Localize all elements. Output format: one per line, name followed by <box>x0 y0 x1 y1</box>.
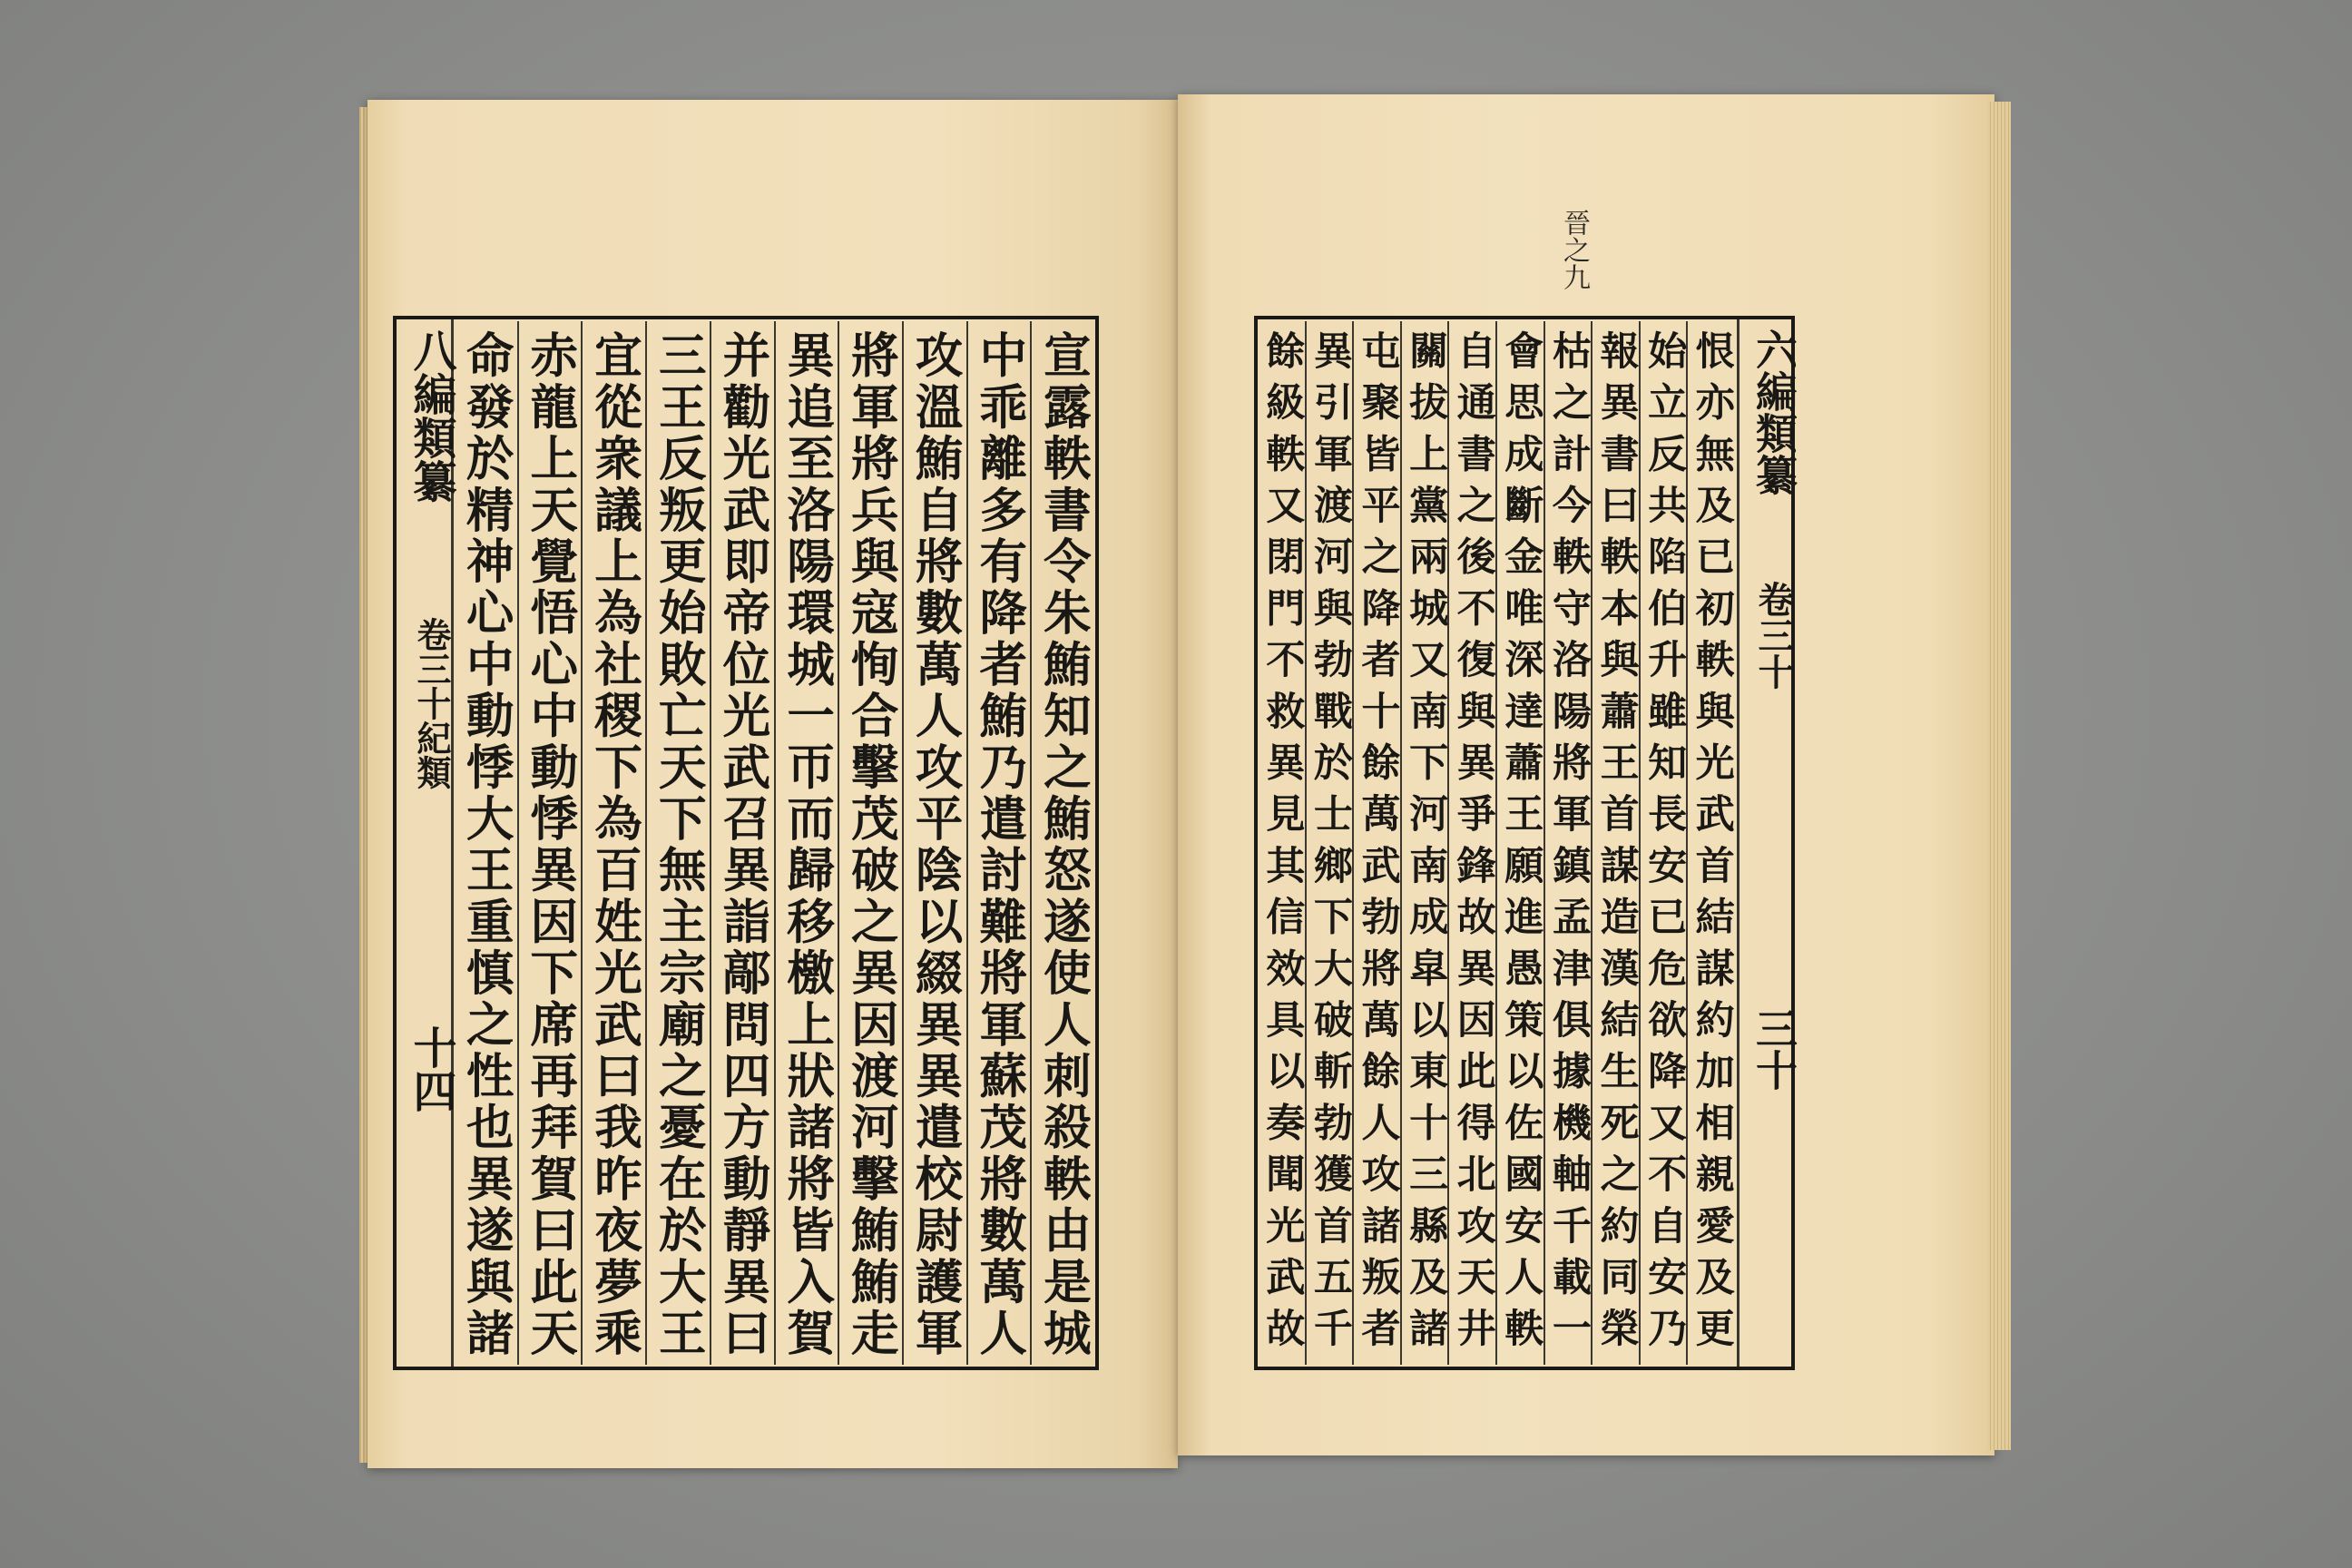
right-margin-title: 六編類纂 <box>1749 328 1798 495</box>
right-text-column: 關拔上黨兩城又南下河南成皐以東十三縣及諸 <box>1402 330 1448 1359</box>
right-column-rule <box>1591 321 1592 1365</box>
left-margin-folio: 十四 <box>406 1025 456 1112</box>
right-text-column: 恨亦無及已初軼與光武首結謀約加相親愛及更 <box>1689 330 1735 1359</box>
left-text-column: 宣露軼書令朱鮪知之鮪怒遂使人刺殺軼由是城 <box>1035 330 1092 1359</box>
right-text-column: 會思成斷金唯深達蕭王願進愚策以佐國安人軼 <box>1497 330 1544 1359</box>
left-column-rule <box>581 321 583 1365</box>
left-text-column: 三王反叛更始敗亡天下無主宗廟之憂在於大王 <box>651 330 707 1359</box>
left-column-rule <box>517 321 519 1365</box>
right-column-rule <box>1639 321 1641 1365</box>
right-text-column: 自通書之後不復與異爭鋒故異因此得北攻天井 <box>1450 330 1496 1359</box>
right-margin-rule <box>1737 319 1740 1367</box>
right-column-rule <box>1352 321 1354 1365</box>
left-column-rule <box>1030 321 1032 1365</box>
left-column-rule <box>902 321 904 1365</box>
right-text-column: 枯之計今軼守洛陽將軍鎮孟津俱據機軸千載一 <box>1545 330 1592 1359</box>
left-margin-section: 卷三十紀類 <box>411 617 452 789</box>
right-text-column: 始立反共陷伯升雖知長安已危欲降又不自安乃 <box>1641 330 1687 1359</box>
right-text-column: 屯聚皆平之降者十餘萬武勃將萬餘人攻諸叛者 <box>1355 330 1401 1359</box>
left-margin-title: 八編類纂 <box>406 328 456 503</box>
right-text-column: 報異書曰軼本與蕭王首謀造漢結生死之約同榮 <box>1593 330 1640 1359</box>
left-text-column: 將軍將兵與寇恂合擊茂破之異因渡河擊鮪鮪走 <box>843 330 899 1359</box>
right-margin-folio: 三十 <box>1749 1007 1798 1091</box>
right-text-column: 異引軍渡河與勃戰於士鄉下大破斬勃獲首五千 <box>1307 330 1353 1359</box>
right-column-rule <box>1495 321 1497 1365</box>
right-column-rule <box>1400 321 1402 1365</box>
left-text-column: 攻溫鮪自將數萬人攻平陰以綴異異遣校尉護軍 <box>907 330 964 1359</box>
right-text-column: 餘級軼又閉門不救異見其信效具以奏聞光武故 <box>1259 330 1305 1359</box>
left-column-rule <box>645 321 647 1365</box>
left-column-rule <box>774 321 776 1365</box>
left-text-column: 異追至洛陽環城一帀而歸移檄上狀諸將皆入賀 <box>779 330 836 1359</box>
left-text-column: 中乖離多有降者鮪乃遣討難將軍蘇茂將數萬人 <box>972 330 1028 1359</box>
right-margin-section: 卷三十 <box>1752 581 1795 690</box>
left-text-column: 并勸光武即帝位光武召異詣鄗問四方動靜異曰 <box>715 330 771 1359</box>
left-text-column: 赤龍上天覺悟心中動悸異因下席再拜賀曰此天 <box>523 330 579 1359</box>
left-column-rule <box>966 321 968 1365</box>
left-column-rule <box>838 321 839 1365</box>
left-text-column: 命發於精神心中動悸大王重慎之性也異遂與諸 <box>458 330 514 1359</box>
left-text-column: 宜從衆議上為社稷下為百姓光武曰我昨夜夢乘 <box>587 330 642 1359</box>
marginal-note: 晉之九 <box>1558 209 1590 290</box>
left-column-rule <box>710 321 711 1365</box>
page-edge-right <box>1987 102 2011 1450</box>
